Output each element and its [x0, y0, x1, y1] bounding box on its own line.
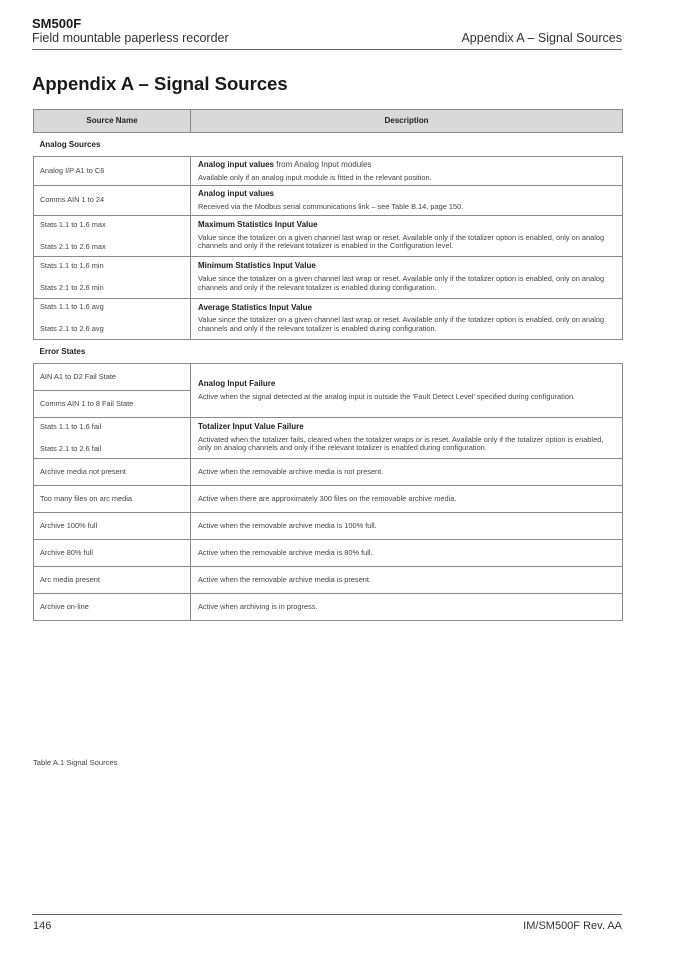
footer-rule: [32, 914, 622, 915]
section-title-error: Error States: [34, 339, 623, 363]
table-row: [34, 567, 623, 594]
description-text: Value since the totalizer on a given channel last wrap or reset. Available only if the totalizer option is enabled, only on analog channels and only if the relevant totalizer is enabled in the Configuration level.: [198, 232, 605, 251]
description-title: Analog input values: [198, 160, 275, 169]
document-id: IM/SM500F Rev. AA: [523, 920, 622, 932]
table-header-row: [34, 110, 623, 133]
description-text: Active when there are approximately 300 files on the removable archive media.: [191, 486, 623, 513]
header-product-name: SM500F: [32, 16, 82, 31]
description-cell: [191, 363, 623, 417]
description-text: Value since the totalizer on a given channel last wrap or reset. Available only if the totalizer option is enabled, only on analog channels and only if the relevant totalizer is enabled during configuration.: [198, 315, 605, 334]
source-name-cell: [34, 390, 191, 417]
source-name-cell: [34, 298, 191, 339]
description-text: Received via the Modbus serial communications link – see Table B.14, page 150.: [198, 202, 464, 212]
source-name: Comms AIN 1 to 8 Fail State: [40, 398, 134, 408]
table-row: [34, 363, 623, 390]
description-title: Totalizer Input Value Failure: [198, 421, 304, 431]
description-cell: [191, 298, 623, 339]
description-text: Active when the signal detected at the analog input is outside the 'Fault Detect Level' specified during configuration.: [198, 391, 576, 401]
page-title: Appendix A – Signal Sources: [32, 73, 288, 94]
description-title: Maximum Statistics Input Value: [198, 219, 318, 229]
table-row: [34, 186, 623, 215]
section-title-analog: Analog Sources: [34, 133, 623, 157]
source-name: Stats 1.1 to 1.6 max: [40, 219, 106, 229]
source-name-cell: [34, 215, 191, 256]
table-row: [34, 257, 623, 298]
column-header-source: Source Name: [34, 110, 191, 133]
section-row-analog: [34, 133, 623, 157]
table-row: [34, 417, 623, 458]
description-cell: [191, 157, 623, 186]
description-title-suffix: from Analog Input modules: [274, 160, 372, 169]
description-text: Available only if an analog input module is fitted in the relevant position.: [198, 172, 432, 182]
description-text: Activated when the totalizer fails, cleared when the totalizer wraps or is reset. Available only if the totalizer option is enabled, only on analog channels and only if the relevant totalizer is enabled during configuration.: [198, 434, 604, 453]
source-name: Stats 2.1 to 2.6 min: [40, 282, 104, 292]
description-text: Active when the removable archive media is 100% full.: [191, 513, 623, 540]
description-title: Analog input values: [198, 189, 275, 199]
description-text: Value since the totalizer on a given channel last wrap or reset. Available only if the totalizer option is enabled, only on analog channels and only if the relevant totalizer is enabled during configuration.: [198, 273, 605, 292]
header-section: Appendix A – Signal Sources: [461, 31, 622, 45]
description-text: Active when archiving is in progress.: [191, 594, 623, 621]
description-cell: [191, 257, 623, 298]
signal-sources-table: [33, 109, 623, 621]
source-name: Archive 80% full: [34, 540, 191, 567]
description-cell: [191, 215, 623, 256]
description-text: Active when the removable archive media is present.: [191, 567, 623, 594]
description-text: Active when the removable archive media is 80% full.: [191, 540, 623, 567]
source-name: Stats 2.1 to 2.6 avg: [40, 324, 104, 334]
source-name: Stats 1.1 to 1.6 fail: [40, 421, 102, 431]
source-name-cell: [34, 157, 191, 186]
table-row: [34, 513, 623, 540]
source-name: AIN A1 to D2 Fail State: [40, 371, 116, 381]
source-name: Stats 2.1 to 2.6 max: [40, 241, 106, 251]
source-name: Too many files on arc media: [34, 486, 191, 513]
description-text: Active when the removable archive media is not present.: [191, 459, 623, 486]
table-row: [34, 459, 623, 486]
source-name-cell: [34, 186, 191, 215]
section-row-error: [34, 339, 623, 363]
source-name: Arc media present: [34, 567, 191, 594]
source-name: Archive 100% full: [34, 513, 191, 540]
source-name: Analog I/P A1 to C6: [40, 165, 105, 175]
table-row: [34, 215, 623, 256]
header-subtitle: Field mountable paperless recorder: [32, 31, 229, 45]
source-name: Comms AIN 1 to 24: [40, 195, 105, 205]
column-header-description: Description: [191, 110, 623, 133]
page-number: 146: [33, 920, 52, 932]
description-cell: [191, 417, 623, 458]
source-name: Stats 2.1 to 2.6 fail: [40, 443, 102, 453]
table-row: [34, 157, 623, 186]
source-name: Archive on-line: [34, 594, 191, 621]
source-name-cell: [34, 417, 191, 458]
source-name-cell: [34, 257, 191, 298]
source-name: Stats 1.1 to 1.6 avg: [40, 302, 104, 312]
description-title: Analog Input Failure: [198, 379, 276, 389]
description-title: Minimum Statistics Input Value: [198, 261, 316, 271]
description-cell: [191, 186, 623, 215]
table-row: [34, 594, 623, 621]
table-row: [34, 486, 623, 513]
table-row: [34, 298, 623, 339]
table-row: [34, 540, 623, 567]
source-name: Stats 1.1 to 1.6 min: [40, 261, 104, 271]
header-rule: [32, 49, 622, 50]
table-caption: Table A.1 Signal Sources: [33, 758, 118, 767]
description-title: Average Statistics Input Value: [198, 302, 312, 312]
source-name-cell: [34, 363, 191, 390]
source-name: Archive media not present: [34, 459, 191, 486]
